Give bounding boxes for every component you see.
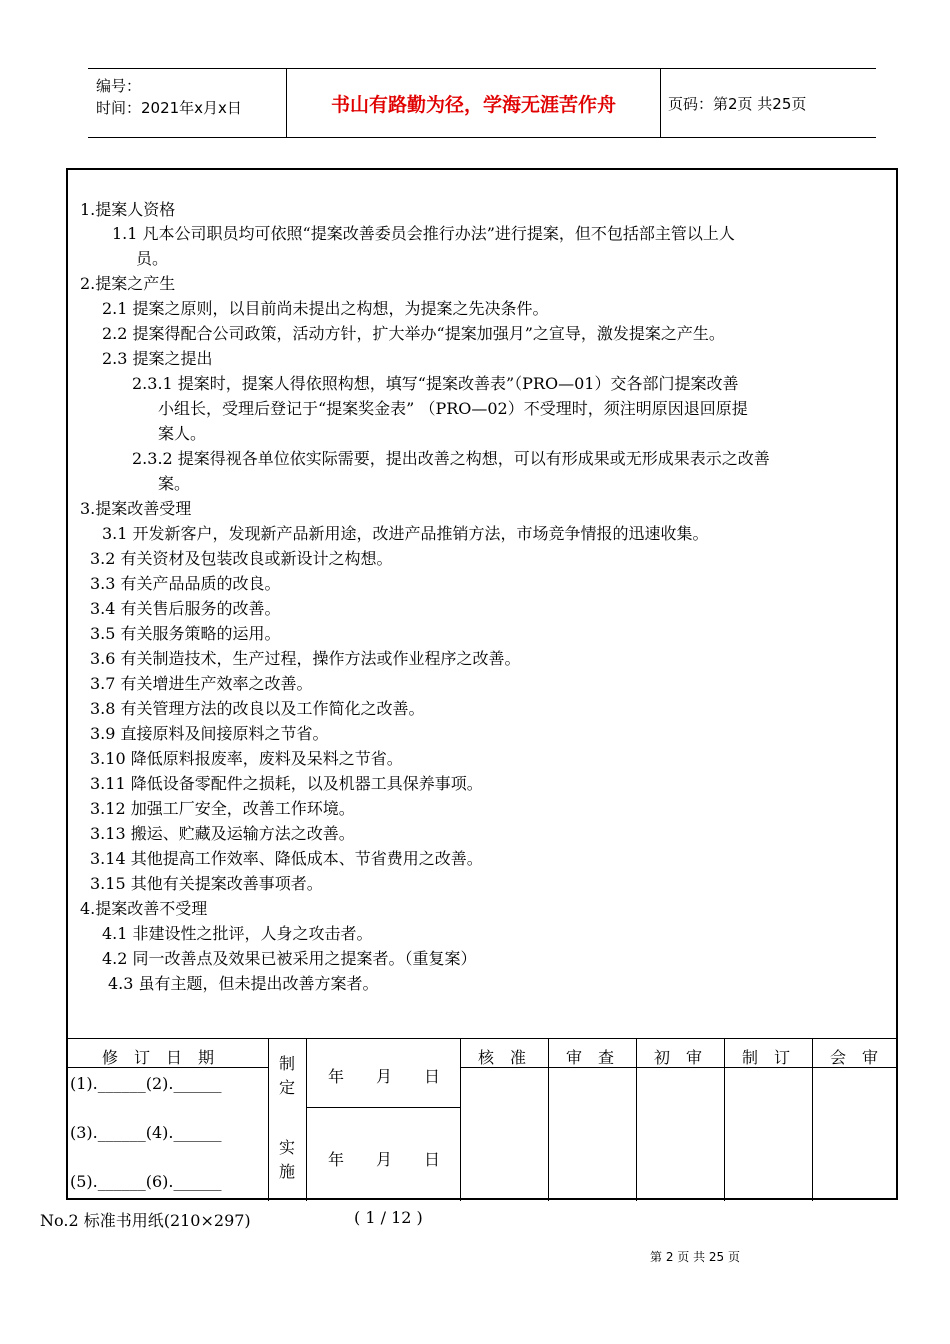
content-line: 小组长，受理后登记于“提案奖金表” （PRO—02）不受理时，须注明原因退回原提 <box>158 399 748 418</box>
paper-spec: No.2 标准书用纸(210×297) <box>40 1211 251 1230</box>
countersign-header: 会 审 <box>830 1048 879 1067</box>
approve-header: 核 准 <box>478 1048 527 1067</box>
content-line: 3.7 有关增进生产效率之改善。 <box>90 674 313 693</box>
draft-header: 制 订 <box>742 1048 791 1067</box>
make-label-1: 制 <box>279 1054 296 1073</box>
impl-label-1: 实 <box>279 1138 296 1157</box>
content-line: 2.3.2 提案得视各单位依实际需要，提出改善之构想，可以有形成果或无形成果表示之改善 <box>132 449 770 468</box>
content-line: 3.2 有关资材及包装改良或新设计之构想。 <box>90 549 393 568</box>
sheet-number: ( 1 / 12 ) <box>354 1208 423 1227</box>
page-info: 页码：第2页 共25页 <box>668 94 807 113</box>
content-line: 2.1 提案之原则，以目前尚未提出之构想，为提案之先决条件。 <box>102 299 549 318</box>
page-number: 第 2 页 共 25 页 <box>650 1250 740 1264</box>
content-line: 3.4 有关售后服务的改善。 <box>90 599 281 618</box>
motto: 书山有路勤为径，学海无涯苦作舟 <box>287 69 661 137</box>
content-line: 案人。 <box>158 424 207 443</box>
document-header <box>88 68 876 138</box>
content-line: 4.1 非建设性之批评，人身之攻击者。 <box>102 924 373 943</box>
content-line: 3.12 加强工厂安全，改善工作环境。 <box>90 799 355 818</box>
content-line: 4.提案改善不受理 <box>80 899 208 918</box>
content-frame <box>66 168 898 1200</box>
content-line: 3.11 降低设备零配件之损耗，以及机器工具保养事项。 <box>90 774 483 793</box>
content-line: 4.3 虽有主题，但未提出改善方案者。 <box>108 974 379 993</box>
content-line: 4.2 同一改善点及效果已被采用之提案者。（重复案） <box>102 949 477 968</box>
content-line: 3.3 有关产品品质的改良。 <box>90 574 281 593</box>
content-line: 2.2 提案得配合公司政策，活动方针，扩大举办“提案加强月”之宣导，激发提案之产生。 <box>102 324 725 343</box>
content-line: 3.10 降低原料报废率，废料及呆料之节省。 <box>90 749 403 768</box>
content-line: 3.8 有关管理方法的改良以及工作简化之改善。 <box>90 699 425 718</box>
first-review-header: 初 审 <box>654 1048 703 1067</box>
impl-date: 年 月 日 <box>328 1150 441 1169</box>
number-label: 编号： <box>96 77 142 95</box>
make-date: 年 月 日 <box>328 1067 441 1086</box>
content-line: 3.9 直接原料及间接原料之节省。 <box>90 724 329 743</box>
content-line: 2.提案之产生 <box>80 274 176 293</box>
content-line: 案。 <box>158 474 191 493</box>
revision-date-header: 修 订 日 期 <box>102 1048 215 1067</box>
content-line: 2.3 提案之提出 <box>102 349 213 368</box>
content-line: 3.15 其他有关提案改善事项者。 <box>90 874 323 893</box>
content-line: 3.14 其他提高工作效率、降低成本、节省费用之改善。 <box>90 849 483 868</box>
revision-slot-row: (5).______(6).______ <box>70 1172 222 1191</box>
header-meta <box>88 69 287 137</box>
time-label: 时间：2021年x月x日 <box>96 99 242 117</box>
content-line: 3.提案改善受理 <box>80 499 192 518</box>
content-line: 3.13 搬运、贮藏及运输方法之改善。 <box>90 824 355 843</box>
content-line: 3.6 有关制造技术，生产过程，操作方法或作业程序之改善。 <box>90 649 521 668</box>
revision-slot-row: (1).______(2).______ <box>70 1074 222 1093</box>
content-line: 1.提案人资格 <box>80 200 176 219</box>
approval-table <box>68 1038 896 1201</box>
content-line: 3.1 开发新客户，发现新产品新用途，改进产品推销方法，市场竞争情报的迅速收集。 <box>102 524 709 543</box>
content-line: 2.3.1 提案时，提案人得依照构想，填写“提案改善表”（PRO—01）交各部门提案改善 <box>132 374 739 393</box>
impl-label-2: 施 <box>279 1162 296 1181</box>
content-line: 1.1 凡本公司职员均可依照“提案改善委员会推行办法”进行提案，但不包括部主管以上人 <box>112 224 735 243</box>
make-label-2: 定 <box>279 1078 296 1097</box>
content-line: 3.5 有关服务策略的运用。 <box>90 624 281 643</box>
review-header: 审 查 <box>566 1048 615 1067</box>
content-line: 员。 <box>136 249 169 268</box>
revision-slot-row: (3).______(4).______ <box>70 1123 222 1142</box>
